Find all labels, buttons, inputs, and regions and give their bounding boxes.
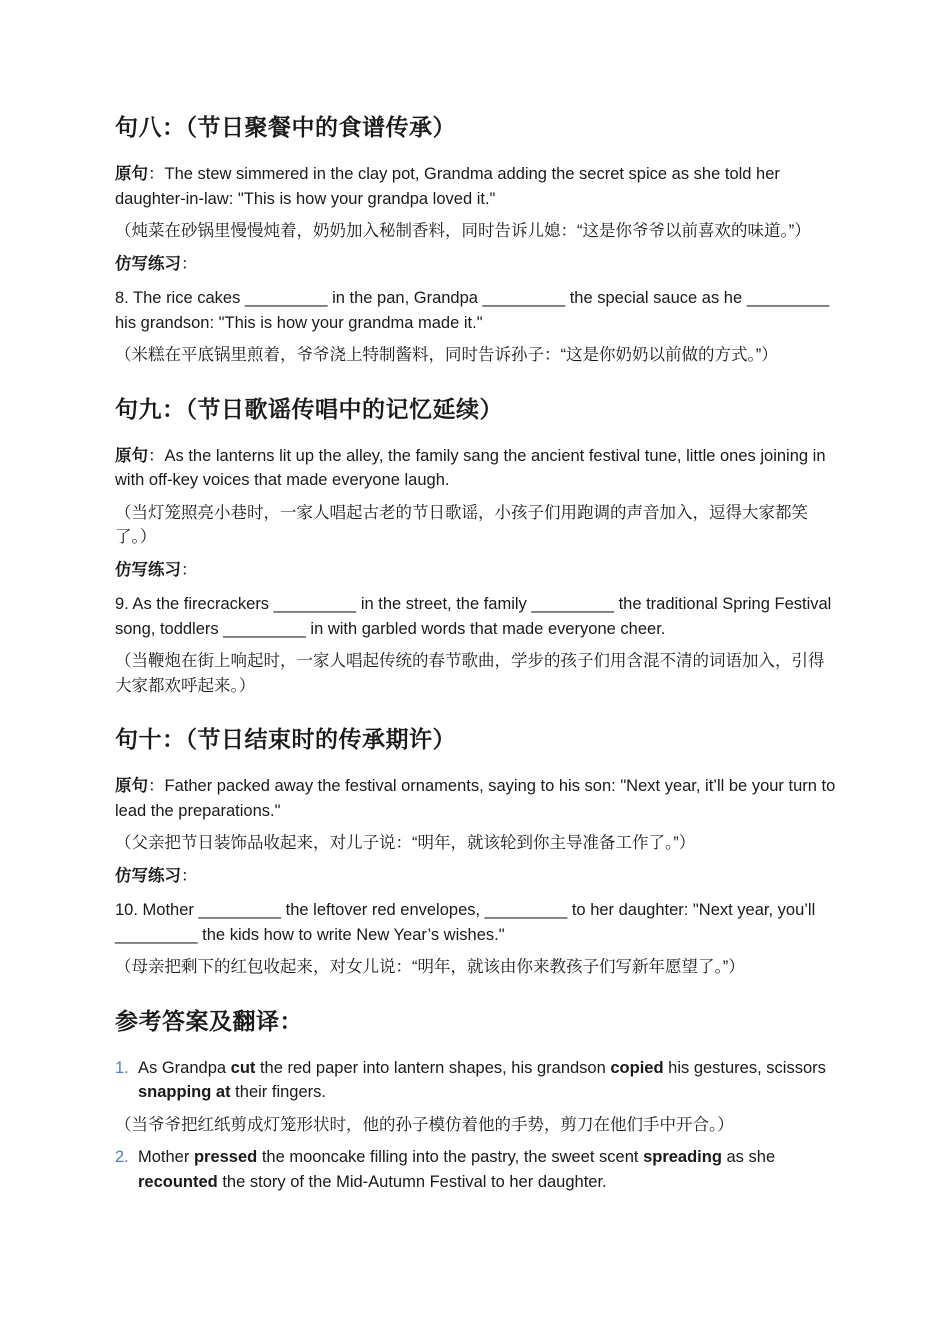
original-label: 原句 [115,165,148,183]
practice-sentence: 8. The rice cakes _________ in the pan, Grandpa _________ the special sauce as he _________ his grandson: "This is how your grandma made it." [115,289,830,332]
answer-text-part: their fingers. [230,1083,326,1101]
answer-keyword: cut [230,1058,256,1077]
practice-heading [115,558,840,583]
original-sentence [115,444,840,493]
practice-heading [115,864,840,889]
answer-text-part: the story of the Mid-Autumn Festival to her daughter. [217,1172,607,1191]
answer-list [115,1056,840,1195]
answer-item [115,1056,840,1105]
label-separator: ： [181,866,198,885]
original-translation: （当灯笼照亮小巷时，一家人唱起古老的节日歌谣，小孩子们用跑调的声音加入，逗得大家都笑了。） [115,503,808,546]
answer-text-part: as she [721,1148,776,1166]
answer-keyword: recounted [138,1172,218,1191]
original-text: As the lanterns lit up the alley, the family sang the ancient festival tune, little ones joining in with off-key voices that made everyone laugh. [115,446,826,489]
section-8 [115,108,840,368]
label-separator: ： [181,560,198,579]
label-separator: ： [148,446,165,465]
practice-translation: （母亲把剩下的红包收起来，对女儿说：“明年，就该由你来教孩子们写新年愿望了。”） [115,958,745,976]
section-title: 句十：（节日结束时的传承期许） [115,727,456,753]
original-sentence [115,774,840,823]
answer-keyword: copied [610,1058,664,1077]
answer-item [115,1145,840,1194]
original-label: 原句 [115,777,148,795]
answer-translation: （当爷爷把红纸剪成灯笼形状时，他的孙子模仿着他的手势，剪刀在他们手中开合。） [115,1115,734,1134]
original-label: 原句 [115,446,148,465]
label-separator: ： [181,254,198,273]
section-10 [115,720,840,980]
practice-translation: （当鞭炮在街上响起时，一家人唱起传统的春节歌曲，学步的孩子们用含混不清的词语加入，引得大家都欢呼起来。） [115,652,825,695]
answer-text [138,1145,840,1194]
label-separator: ： [148,165,165,183]
original-translation: （炖菜在砂锅里慢慢炖着，奶奶加入秘制香料，同时告诉儿媳：“这是你爷爷以前喜欢的味道。”） [115,222,811,240]
practice-label: 仿写练习 [115,560,181,579]
answer-keyword: snapping at [138,1083,231,1101]
answer-text-part: his gestures, scissors [663,1058,826,1077]
document-page [115,108,840,1202]
answer-keyword: spreading [643,1148,722,1166]
original-text: Father packed away the festival ornaments, saying to his son: "Next year, it’ll be your turn to lead the preparations." [115,777,836,820]
section-9 [115,390,840,699]
practice-sentence: 9. As the firecrackers _________ in the street, the family _________ the traditional Spring Festival song, toddlers _________ in with garbled words that made everyone cheer. [115,595,832,638]
original-translation: （父亲把节日装饰品收起来，对儿子说：“明年，就该轮到你主导准备工作了。”） [115,834,696,852]
label-separator: ： [148,777,165,795]
original-sentence [115,162,840,211]
answer-text-part: the mooncake filling into the pastry, the sweet scent [257,1148,644,1166]
answer-text-part: Mother [138,1148,194,1166]
answer-text-part: As Grandpa [138,1058,231,1077]
answers-section [115,1002,840,1195]
section-title: 句八：（节日聚餐中的食谱传承） [115,115,456,141]
section-title: 句九：（节日歌谣传唱中的记忆延续） [115,396,503,423]
original-text: The stew simmered in the clay pot, Grandma adding the secret spice as she told her daughter-in-law: "This is how your grandpa loved it." [115,165,780,208]
practice-label: 仿写练习 [115,254,181,273]
practice-sentence: 10. Mother _________ the leftover red envelopes, _________ to her daughter: "Next year, you’ll _________ the kids how to write New Year’s wishes." [115,901,816,944]
answer-text [138,1056,840,1105]
practice-heading [115,252,840,277]
answers-title: 参考答案及翻译： [115,1008,303,1035]
answer-number: 2. [115,1148,129,1166]
answer-number: 1. [115,1058,129,1077]
practice-label: 仿写练习 [115,866,181,885]
answer-keyword: pressed [193,1148,258,1166]
practice-translation: （米糕在平底锅里煎着，爷爷浇上特制酱料，同时告诉孙子：“这是你奶奶以前做的方式。”） [115,346,778,364]
answer-text-part: the red paper into lantern shapes, his grandson [255,1058,611,1077]
